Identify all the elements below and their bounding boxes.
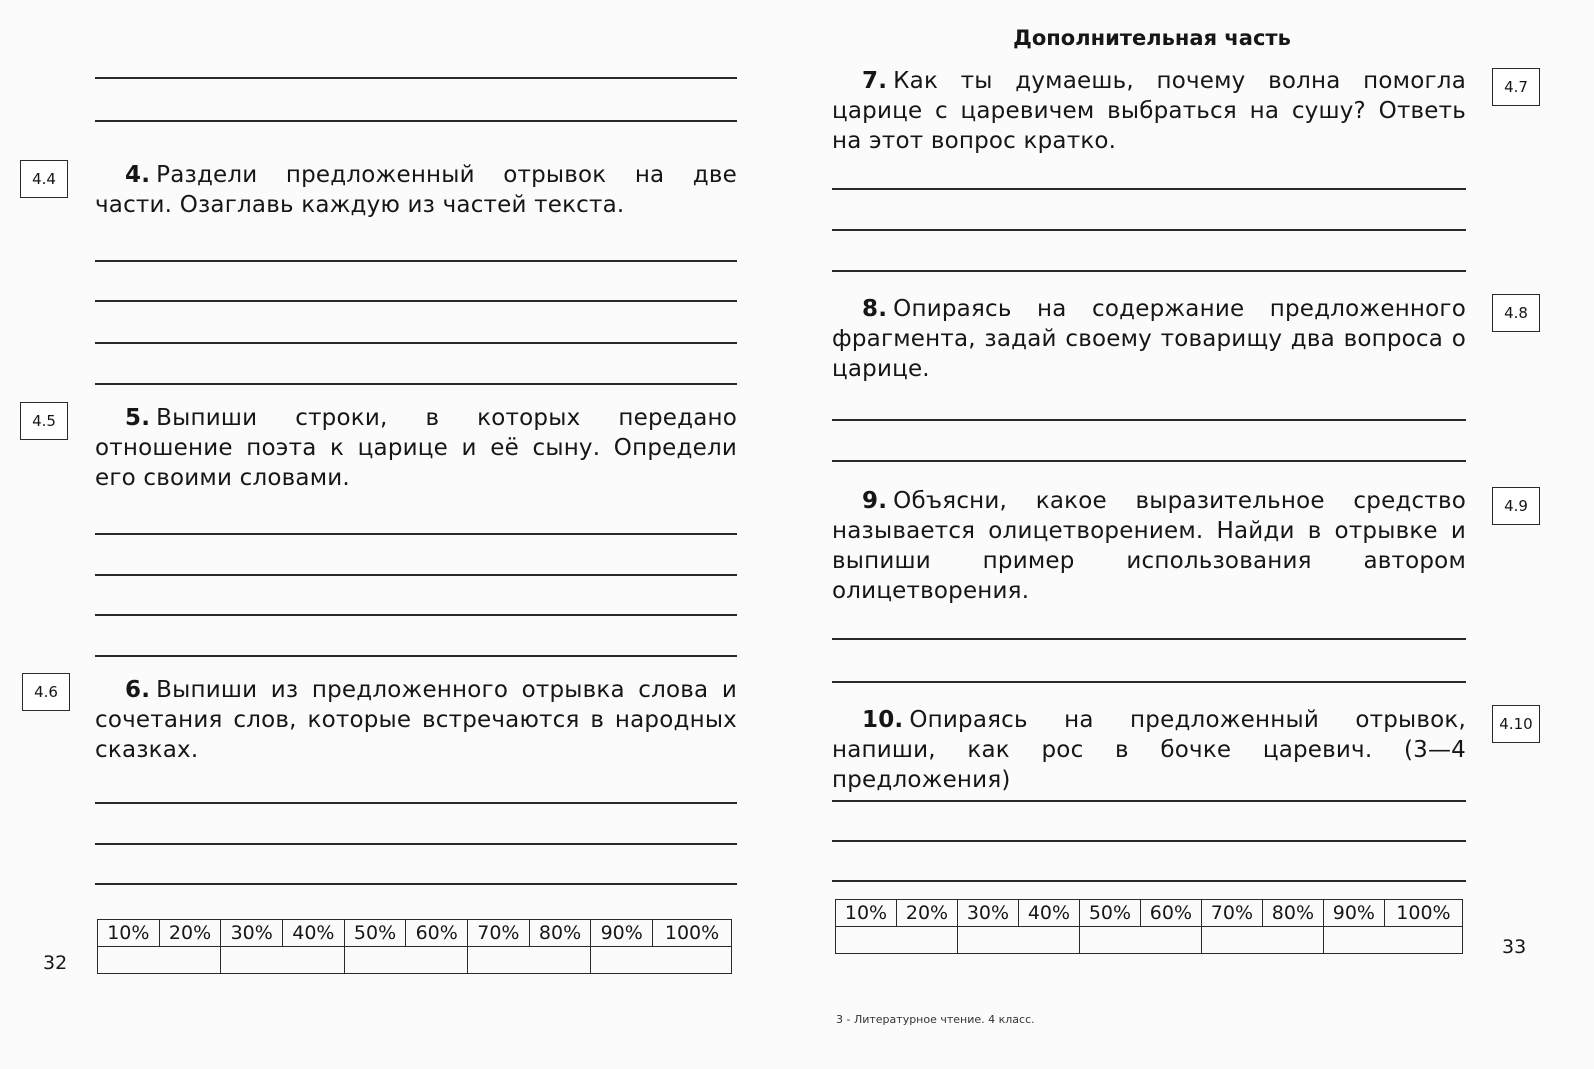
percent-cell: 10% — [836, 900, 897, 927]
percent-cell: 90% — [591, 920, 653, 947]
task-text: Выпиши строки, в которых передано отношение поэта к царице и её сыну. Определи его своими словами. — [95, 405, 737, 491]
answer-line[interactable] — [95, 342, 737, 344]
grade-cell[interactable] — [468, 947, 591, 974]
task-text: Раздели предложенный отрывок на две части. Озаглавь каждую из частей текста. — [95, 162, 737, 218]
task-code-box: 4.7 — [1492, 68, 1540, 106]
left-page — [0, 0, 790, 1069]
task-text: Выпиши из предложенного отрывка слова и сочетания слов, которые встречаются в народных сказках. — [95, 677, 737, 763]
task-8 — [832, 294, 1466, 384]
task-5 — [95, 403, 737, 493]
answer-line[interactable] — [95, 883, 737, 885]
percent-cell: 10% — [98, 920, 160, 947]
answer-line[interactable] — [95, 120, 737, 122]
answer-line[interactable] — [95, 614, 737, 616]
answer-line[interactable] — [832, 270, 1466, 272]
percent-cell: 100% — [653, 920, 732, 947]
task-number: 8. — [862, 296, 888, 322]
grade-cell[interactable] — [1201, 927, 1323, 954]
task-10 — [832, 705, 1466, 795]
answer-line[interactable] — [95, 383, 737, 385]
percent-cell: 30% — [221, 920, 283, 947]
task-number: 10. — [862, 707, 904, 733]
task-number: 7. — [862, 68, 888, 94]
grade-cell[interactable] — [344, 947, 467, 974]
answer-line[interactable] — [95, 533, 737, 535]
task-text: Опираясь на содержание предложенного фрагмента, задай своему товарищу два вопроса о царице. — [832, 296, 1466, 382]
page-number: 33 — [1502, 936, 1527, 958]
task-text: Опираясь на предложенный отрывок, напиши, как рос в бочке царевич. (3—4 предложения) — [832, 707, 1466, 793]
answer-line[interactable] — [95, 655, 737, 657]
answer-line[interactable] — [95, 260, 737, 262]
grade-cell[interactable] — [221, 947, 344, 974]
task-number: 9. — [862, 488, 888, 514]
grade-cell[interactable] — [98, 947, 221, 974]
task-text: Как ты думаешь, почему волна помогла царице с царевичем выбраться на сушу? Ответь на этот вопрос кратко. — [832, 68, 1466, 154]
task-code-box: 4.4 — [20, 160, 68, 198]
grade-cell[interactable] — [1323, 927, 1462, 954]
task-text: Объясни, какое выразительное средство называется олицетворением. Найди в отрывке и выпиши пример использования автором олицетворения. — [832, 488, 1466, 604]
answer-line[interactable] — [832, 460, 1466, 462]
task-7 — [832, 66, 1466, 156]
percent-cell: 80% — [529, 920, 591, 947]
percent-cell: 40% — [1018, 900, 1079, 927]
right-page — [790, 0, 1594, 1069]
answer-line[interactable] — [95, 574, 737, 576]
answer-line[interactable] — [832, 880, 1466, 882]
percent-cell: 20% — [159, 920, 221, 947]
answer-line[interactable] — [832, 229, 1466, 231]
percent-cell: 70% — [468, 920, 530, 947]
percent-cell: 60% — [406, 920, 468, 947]
task-code-box: 4.9 — [1492, 487, 1540, 525]
task-code-box: 4.5 — [20, 402, 68, 440]
answer-line[interactable] — [832, 800, 1466, 802]
task-code-box: 4.10 — [1492, 705, 1540, 743]
percent-cell: 30% — [957, 900, 1018, 927]
percent-cell: 60% — [1140, 900, 1201, 927]
answer-line[interactable] — [832, 419, 1466, 421]
percent-cell: 100% — [1384, 900, 1462, 927]
answer-line[interactable] — [832, 840, 1466, 842]
percent-cell: 50% — [1079, 900, 1140, 927]
task-code-box: 4.6 — [22, 673, 70, 711]
answer-line[interactable] — [95, 843, 737, 845]
task-number: 5. — [125, 405, 151, 431]
task-4 — [95, 160, 737, 220]
task-9 — [832, 486, 1466, 606]
percent-cell: 70% — [1201, 900, 1262, 927]
task-number: 6. — [125, 677, 151, 703]
percent-scale-table — [835, 899, 1463, 954]
percent-cell: 80% — [1262, 900, 1323, 927]
answer-line[interactable] — [95, 802, 737, 804]
answer-line[interactable] — [95, 77, 737, 79]
grade-cell[interactable] — [957, 927, 1079, 954]
answer-line[interactable] — [832, 188, 1466, 190]
percent-cell: 40% — [283, 920, 345, 947]
task-code-box: 4.8 — [1492, 294, 1540, 332]
percent-cell: 90% — [1323, 900, 1384, 927]
grade-cell[interactable] — [1079, 927, 1201, 954]
percent-cell: 20% — [896, 900, 957, 927]
footer-text: 3 - Литературное чтение. 4 класс. — [836, 1013, 1035, 1026]
grade-cell[interactable] — [836, 927, 958, 954]
percent-scale-table — [97, 919, 732, 974]
grade-cell[interactable] — [591, 947, 732, 974]
answer-line[interactable] — [832, 638, 1466, 640]
section-heading: Дополнительная часть — [1013, 26, 1291, 50]
task-6 — [95, 675, 737, 765]
answer-line[interactable] — [95, 300, 737, 302]
percent-cell: 50% — [344, 920, 406, 947]
page-number: 32 — [43, 952, 68, 974]
answer-line[interactable] — [832, 681, 1466, 683]
task-number: 4. — [125, 162, 151, 188]
